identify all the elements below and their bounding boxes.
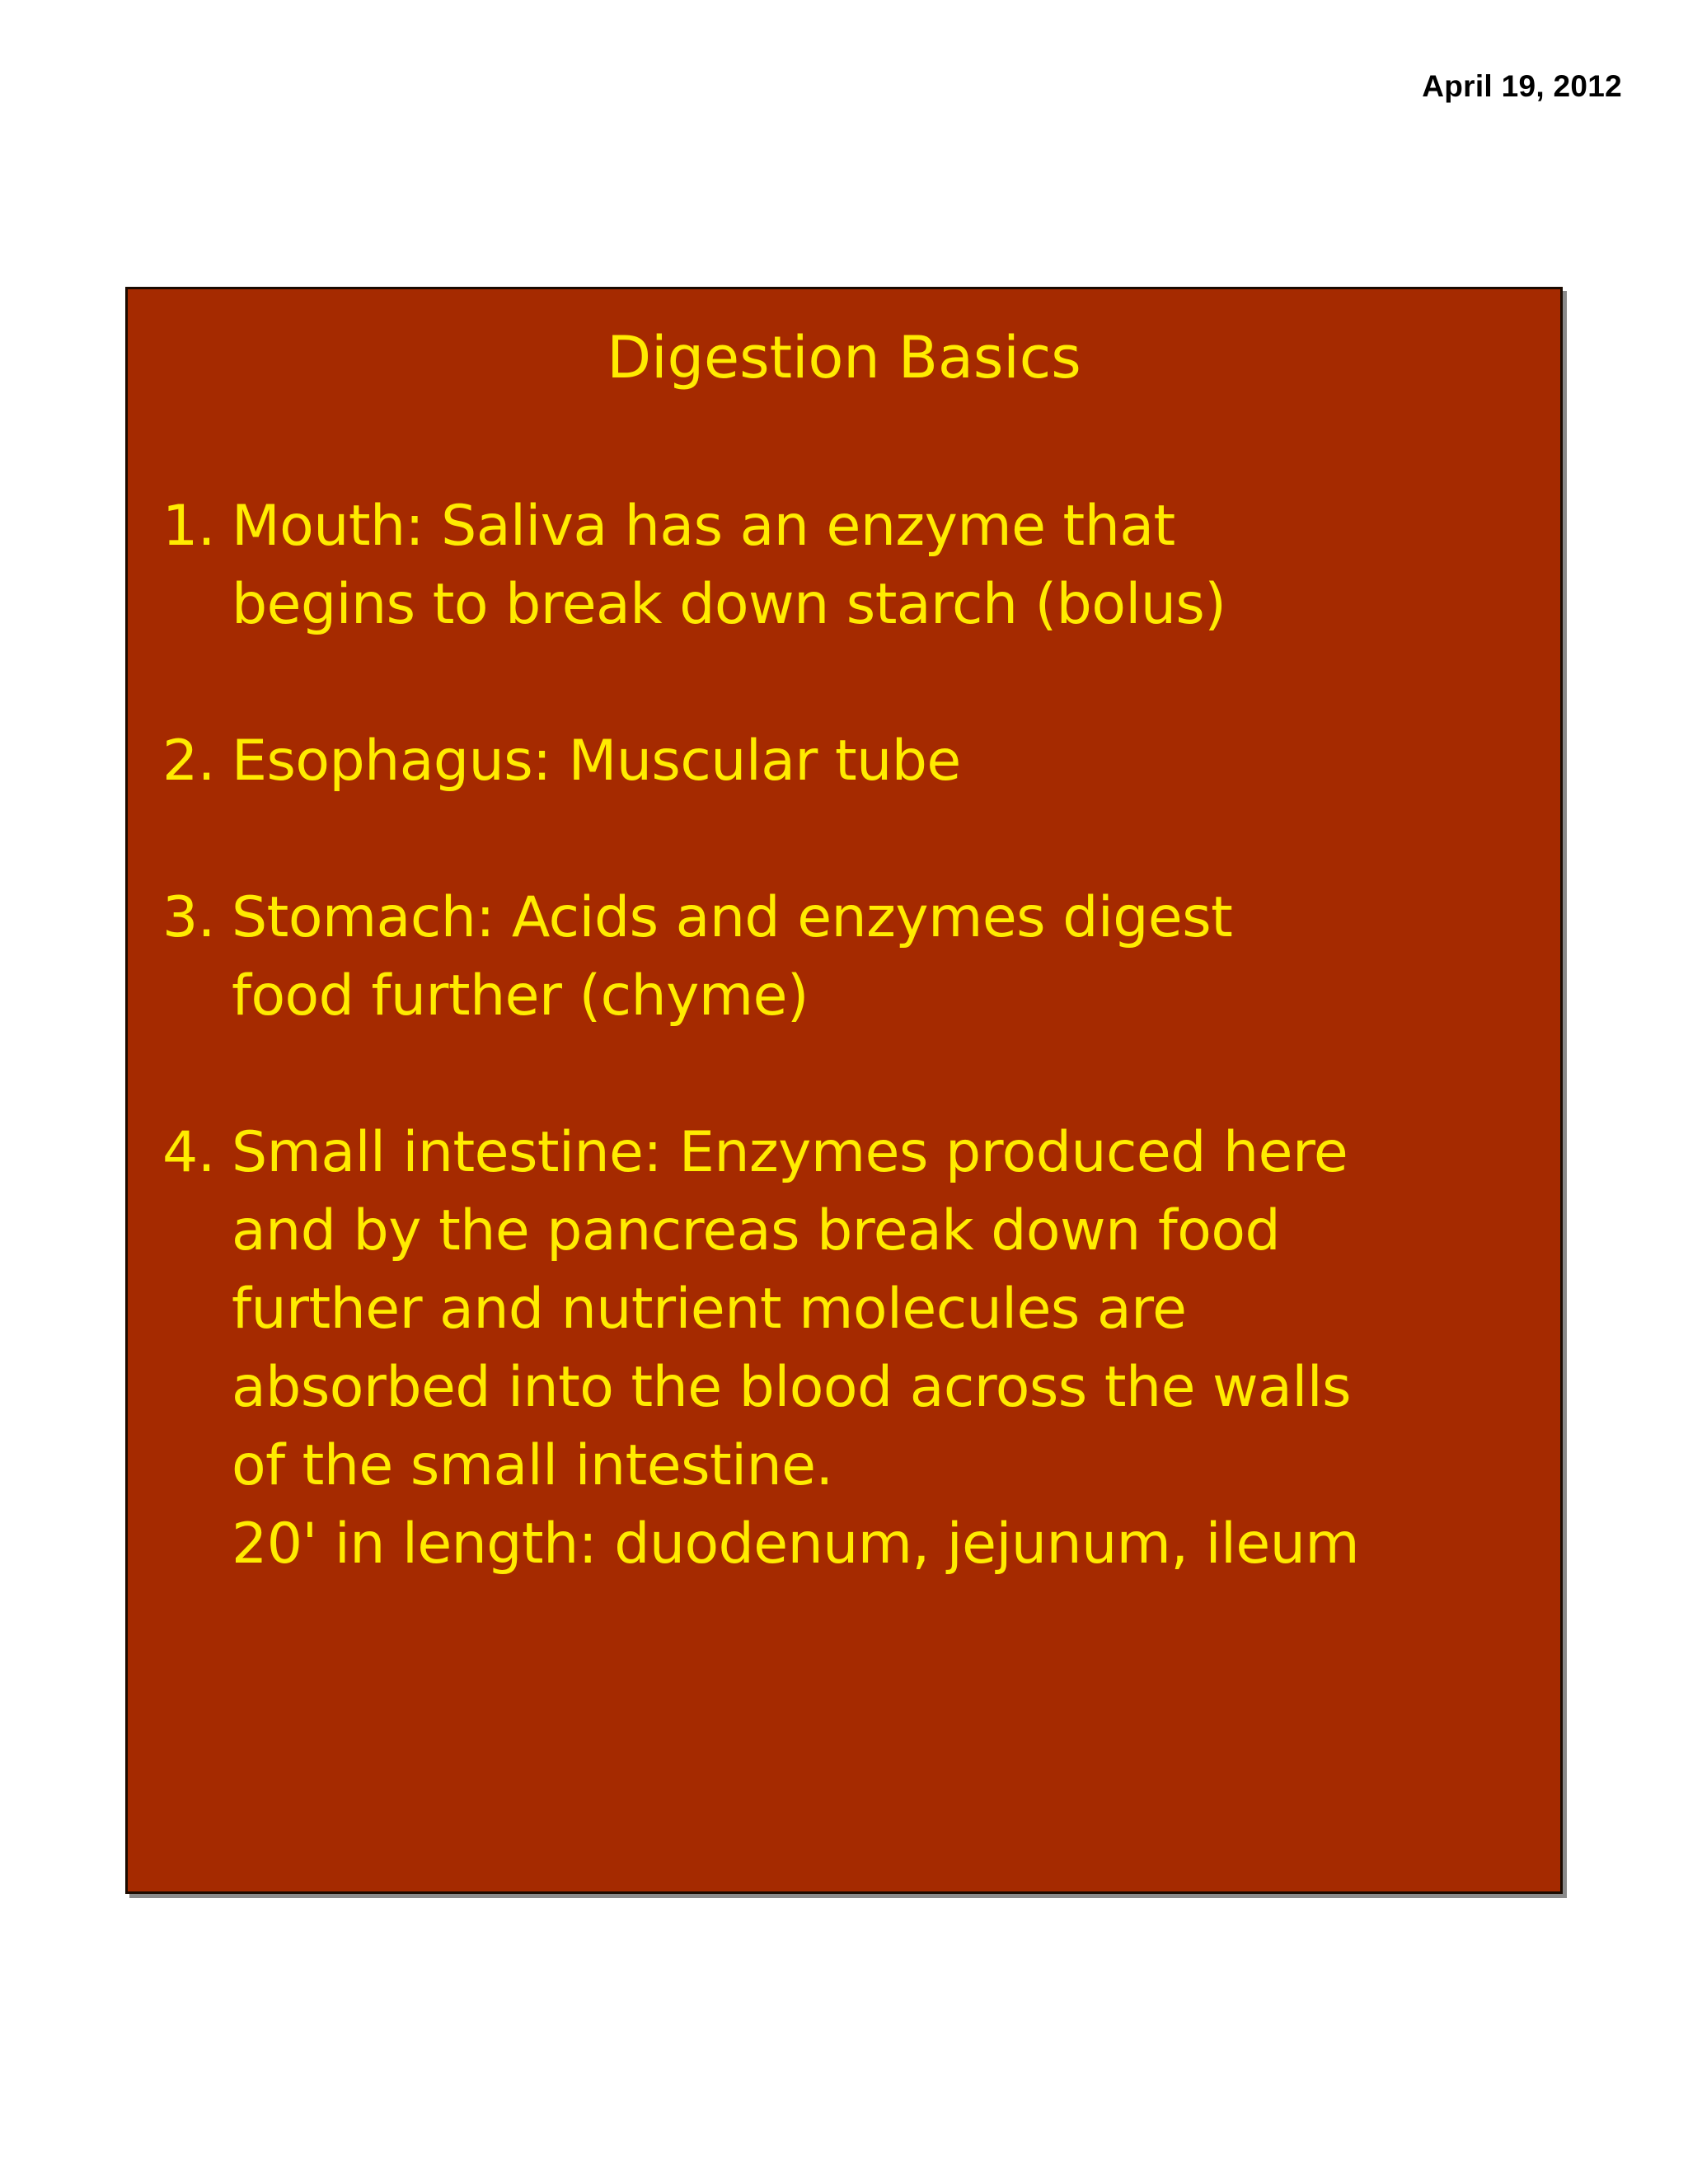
page-date: April 19, 2012 [1422, 69, 1622, 103]
list-item-number: 4. [162, 1120, 215, 1185]
list-item-number: 3. [162, 885, 215, 950]
list-item-text: Stomach: Acids and enzymes digest food further (chyme) [232, 885, 1233, 1029]
digestion-steps-list [162, 487, 1547, 1661]
list-item-text: Small intestine: Enzymes produced here and by the pancreas break down food further and nutrient molecules are absorbed into the blood across the walls of the small intestine. 20' in length: duodenum, jejunum, ileum [232, 1120, 1360, 1577]
list-item-mouth [162, 487, 1547, 644]
list-item-small-intestine [162, 1113, 1547, 1583]
list-item-esophagus [162, 722, 1547, 800]
slide-panel [125, 287, 1563, 1894]
list-item-number: 2. [162, 729, 215, 794]
list-item-stomach [162, 879, 1547, 1035]
list-item-text: Mouth: Saliva has an enzyme that begins to break down starch (bolus) [232, 494, 1226, 637]
list-item-text: Esophagus: Muscular tube [232, 729, 961, 794]
slide-title: Digestion Basics [607, 324, 1081, 391]
list-item-number: 1. [162, 494, 215, 559]
